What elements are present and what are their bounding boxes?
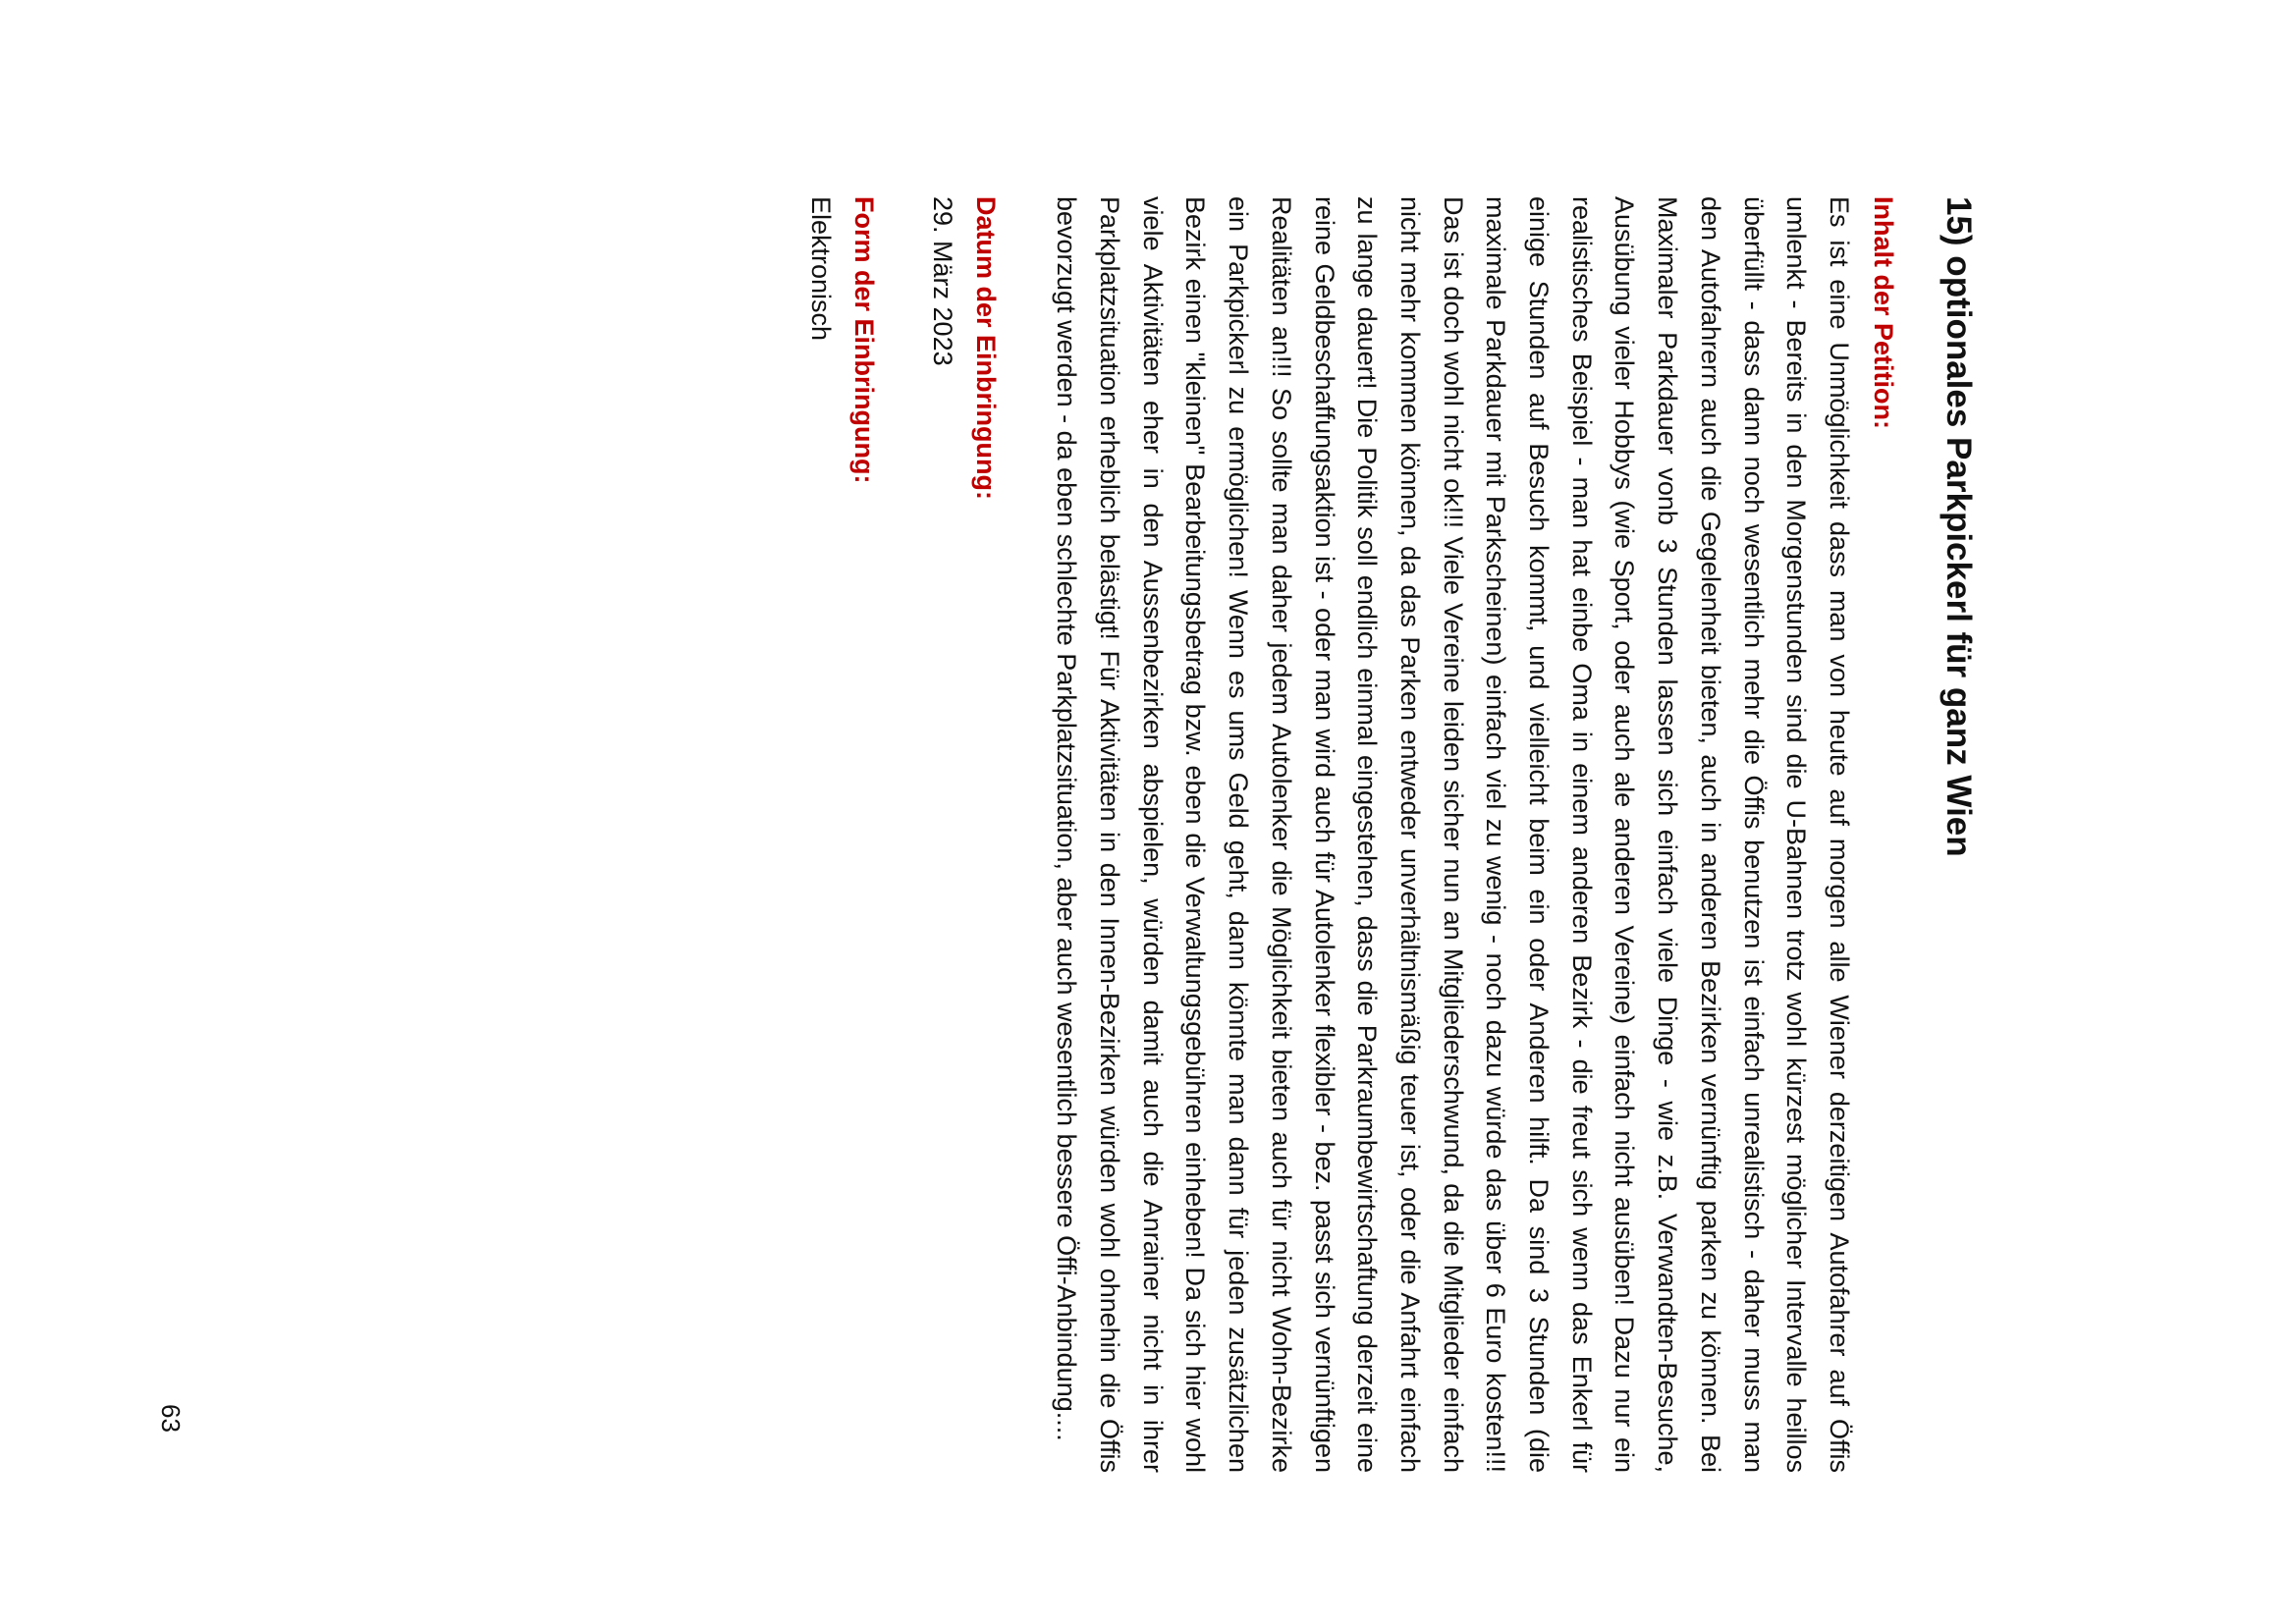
- page-number: 63: [156, 1404, 186, 1433]
- content-heading: Inhalt der Petition:: [1869, 196, 1898, 430]
- form-value: Elektronisch: [805, 196, 836, 342]
- page-title: 15) optionales Parkpickerl für ganz Wien: [1939, 196, 1978, 857]
- page-content: [762, 196, 1980, 1473]
- petition-content-text: Es ist eine Unmöglichkeit dass man von heute auf morgen alle Wiener derzeitigen Autofahrer auf Öffis umlenkt - Bereits in den Morgenstunden sind die U-Bahnen trotz wohl kürzest möglicher Intervalle heillos überfüllt - dass dann noch wesentlich mehr die Öffis benutzen ist einfach unrealistisch - daher muss man den Autofahrern auch die Gegelenheit bieten, auch in anderen Bezirken vernünftig parken zu können. Bei Maximaler Parkdauer vonb 3 Stunden lassen sich einfach viele Dinge - wie z.B. Verwandten-Besuche, Ausübung vieler Hobbys (wie Sport, oder auch ale anderen Vereine) einfach nicht ausüben! Dazu nur ein realistisches Beispiel - man hat einbe Oma in einem anderen Bezirk - die freut sich wenn das Enkerl für einige Stunden auf Besuch kommt, und vielleicht beim ein oder Anderen hilft. Da sind 3 Stunden (die maximale Parkdauer mit Parkscheinen) einfach viel zu wenig - noch dazu würde das über 6 Euro kosten!!! Das ist doch wohl nicht ok!!! Viele Vereine leiden sicher nun an Mitgliederschwund, da die Mitglieder einfach nicht mehr kommen können, da das Parken entweder unverhältnismäßig teuer ist, oder die Anfahrt einfach zu lange dauert! Die Politik soll endlich einmal eingestehen, dass die Parkraumbewirtschaftung derzeit eine reine Geldbeschaffungsaktion ist - oder man wird auch für Autolenker flexibler - bez. passt sich vernünftigen Realitäten an!!! So sollte man daher jedem Autolenker die Möglichkeit bieten auch für nicht Wohn-Bezirke ein Parkpickerl zu ermöglichen! Wenn es ums Geld geht, dann könnte man dann für jeden zusätzlichen Bezirk einen "kleinen" Bearbeitungsbetrag bzw. eben die Verwaltungsgebühren einheben! Da sich hier wohl viele Aktivitäten eher in den Aussenbezirken abspielen, würden damit auch die Anrainer nicht in ihrer Parkplatzsituation erheblich belästigt! Für Aktivitäten in den Innen-Bezirken würden wohl ohnehin die Öffis bevorzugt werden - da eben schlechte Parkplatzsituation, aber auch wesentlich bessere Öffi-Anbindung....: [1052, 196, 1854, 1473]
- form-heading: Form der Einbringung:: [848, 196, 879, 484]
- date-heading: Datum der Einbringung:: [970, 196, 1001, 500]
- date-value: 29. März 2023: [927, 196, 957, 366]
